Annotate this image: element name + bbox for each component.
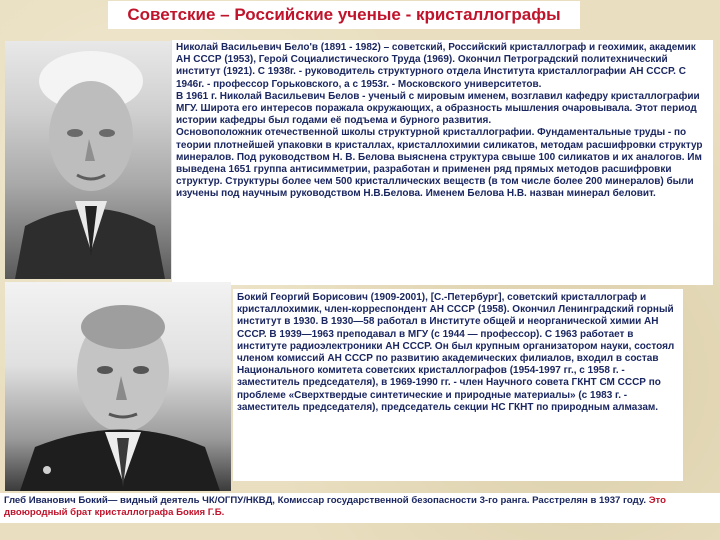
bokiy-description — [233, 289, 683, 481]
belov-description — [172, 40, 713, 285]
belov-paragraph: В 1961 г. Николай Васильевич Белов - ученый с мировым именем, возглавил кафедру кристаллографии МГУ. Широта его интересов поражала окружающих, а образность мышления очаровывала. Этот период истории кафедры был годами её подъема и бурного развития. — [176, 90, 700, 127]
belov-photo — [5, 41, 171, 279]
belov-paragraph: Основоположник отечественной школы структурной кристаллографии. Фундаментальные труды - по теории плотнейшей упаковки в кристаллах, кристаллохимии силикатов, методам расшифровки структур минералов. Под руководством Н. В. Белова выяснена структура свыше 100 силикатов и их аналогов. Им выведена 1651 группа антисимметрии, разработан и применен ряд прямых методов расшифровки структур. Структуры более чем 500 кристаллических веществ (в том числе более 200 минералов) были изучены под научным руководством Н.В.Белова. Именем Белова Н.В. назван минерал беловит. — [176, 127, 703, 200]
portrait-icon — [5, 41, 171, 279]
page-title: Советские – Российские ученые - кристаллографы — [127, 5, 561, 24]
footer-paragraph — [4, 495, 716, 519]
footer-text: Глеб Иванович Бокий— видный деятель ЧК/ОГПУ/НКВД, Комиссар государственной безопасности 3-го ранга. Расстрелян в 1937 году. — [4, 495, 647, 506]
footer-highlight: Это двоюродный брат кристаллографа Бокия Г.Б. — [4, 495, 666, 518]
belov-paragraph: Николай Васильевич Бело'в (1891 - 1982) – советский, Российский кристаллограф и геохимик, академик АН СССР (1953), Герой Социалистического Труда (1969). Окончил Петроградский политехнический институт (1921). С 1938г. - руководитель структурного отдела Института кристаллографии АН СССР. С 1946г. - профессор Горьковского, а с 1953г. - Московского университетов. — [176, 42, 696, 90]
footer-note — [0, 493, 720, 523]
portrait-icon — [5, 282, 231, 491]
bokiy-photo — [5, 282, 231, 491]
bokiy-paragraph: Бокий Георгий Борисович (1909-2001), [С.-Петербург], советский кристаллограф и кристаллохимик, член-корреспондент АН СССР (1958). Окончил Ленинградский горный институт в 1930. В 1930—58 работал в Институте общей и неорганической химии АН СССР. В 1939—1963 преподавал в МГУ (с 1944 — профессор). С 1963 работает в институте радиоэлектроники АН СССР. Он был крупным организатором науки, состоял членом комиссий АН СССР по развитию академических филиалов, входил в состав Национального комитета советских кристаллографов (1954-1997 гг., с 1958 г. - заместитель председателя), в 1969-1990 гг. - член Научного совета ГКНТ СМ СССР по проблеме «Сверхтвердые синтетические и природные материалы» (с 1983 г. - заместитель председателя), председатель секции НС ГКНТ по природным алмазам. — [237, 292, 675, 413]
title-banner — [108, 1, 580, 29]
